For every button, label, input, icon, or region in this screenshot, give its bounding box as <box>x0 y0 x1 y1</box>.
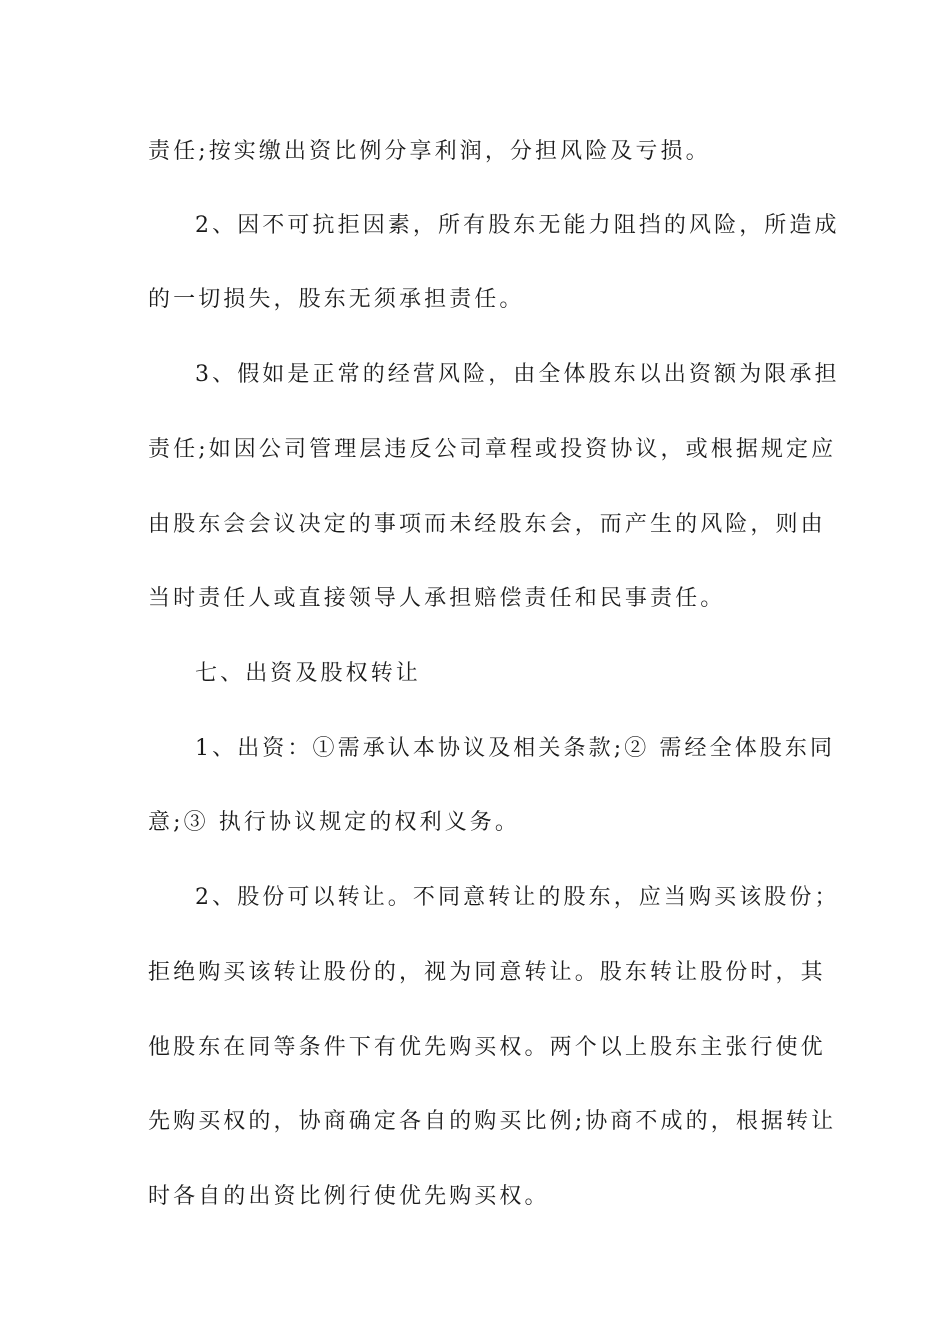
paragraph-line: 时各自的出资比例行使优先购买权。 <box>148 1184 550 1209</box>
paragraph-line: 由股东会会议决定的事项而未经股东会，而产生的风险，则由 <box>148 512 826 537</box>
paragraph-line: 责任;如因公司管理层违反公司章程或投资协议，或根据规定应 <box>148 437 837 462</box>
paragraph-line: 意;③ 执行协议规定的权利义务。 <box>148 810 521 835</box>
section-heading: 七、出资及股权转让 <box>195 661 421 686</box>
paragraph-line: 1、出资：①需承认本协议及相关条款;② 需经全体股东同 <box>195 736 836 761</box>
paragraph-line: 2、因不可抗拒因素，所有股东无能力阻挡的风险，所造成 <box>195 213 840 238</box>
paragraph-line: 的一切损失，股东无须承担责任。 <box>148 287 525 312</box>
paragraph-line: 拒绝购买该转让股份的，视为同意转让。股东转让股份时，其 <box>148 960 826 985</box>
paragraph-line: 3、假如是正常的经营风险，由全体股东以出资额为限承担 <box>195 362 840 387</box>
paragraph-line: 责任;按实缴出资比例分享利润，分担风险及亏损。 <box>148 139 711 164</box>
paragraph-line: 他股东在同等条件下有优先购买权。两个以上股东主张行使优 <box>148 1035 826 1060</box>
paragraph-line: 先购买权的，协商确定各自的购买比例;协商不成的，根据转让 <box>148 1109 837 1134</box>
paragraph-line: 2、股份可以转让。不同意转让的股东，应当购买该股份； <box>195 885 840 910</box>
paragraph-line: 当时责任人或直接领导人承担赔偿责任和民事责任。 <box>148 586 726 611</box>
